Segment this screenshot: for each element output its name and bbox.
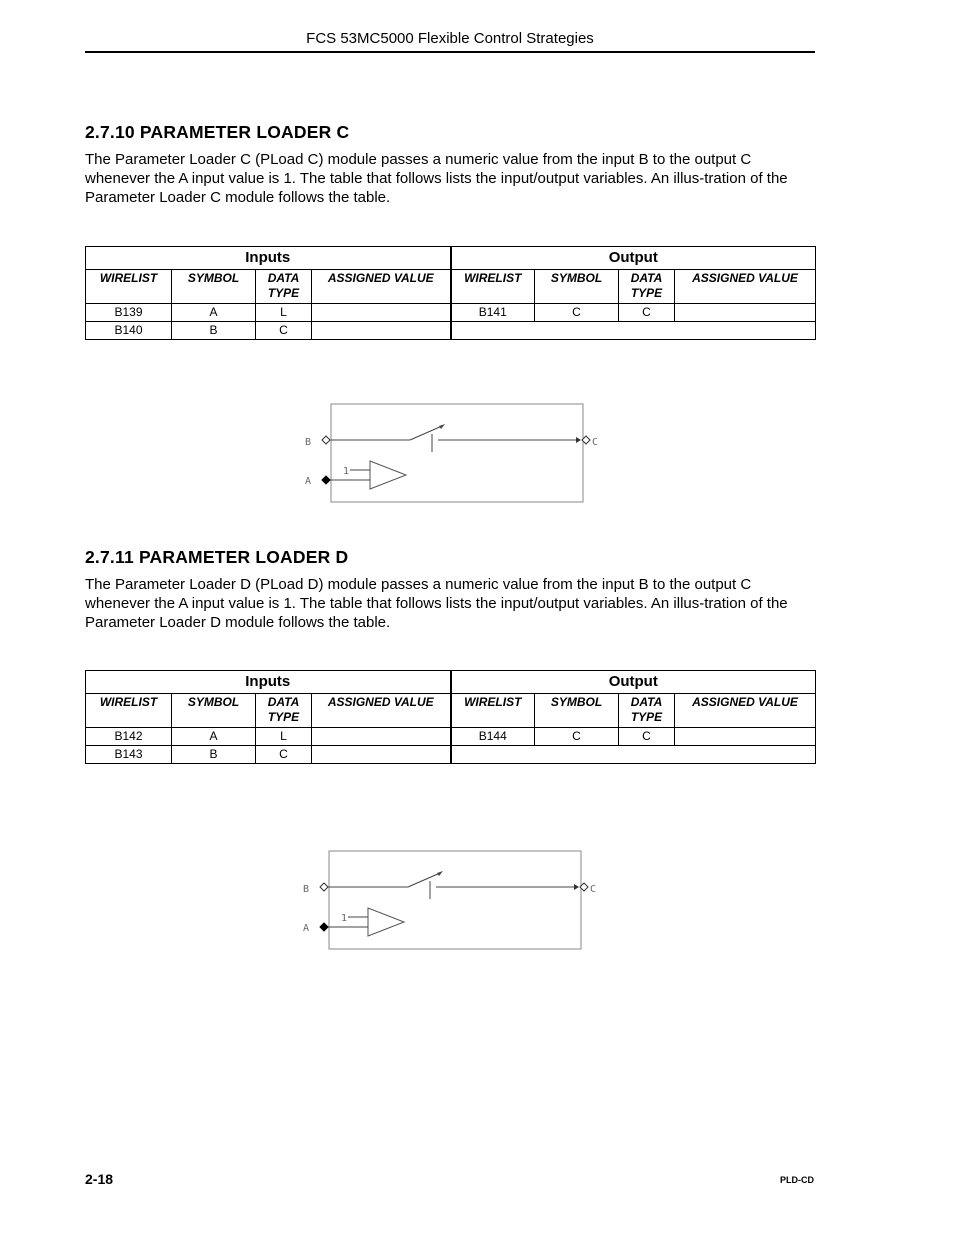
table-cell: B139: [86, 304, 172, 322]
column-header: SYMBOL: [172, 694, 256, 728]
table-cell-empty: [451, 746, 816, 764]
table-row: [86, 304, 816, 322]
inputs-group-header: Inputs: [86, 671, 451, 694]
table-cell: [312, 304, 451, 322]
table-cell: L: [256, 304, 312, 322]
output-arrow: [576, 437, 581, 443]
table-cell: C: [256, 746, 312, 764]
table-cell: B: [172, 746, 256, 764]
table-cell: [312, 728, 451, 746]
io-table-c: [85, 246, 816, 340]
table-cell: L: [256, 728, 312, 746]
column-header: DATA TYPE: [619, 270, 675, 304]
switch-arrow: [439, 424, 445, 429]
pload-d-diagram: [298, 847, 608, 953]
input-b-label: B: [303, 884, 310, 895]
table-cell: C: [535, 728, 619, 746]
header-rule: [85, 51, 815, 53]
comparator-triangle: [368, 908, 404, 936]
column-header: ASSIGNED VALUE: [312, 270, 451, 304]
input-a-port: [322, 476, 330, 484]
column-header: SYMBOL: [535, 270, 619, 304]
constant-one-label: 1: [341, 913, 348, 924]
input-a-label: A: [305, 476, 312, 487]
column-header: DATA TYPE: [619, 694, 675, 728]
table-row: [86, 746, 816, 764]
column-header: WIRELIST: [86, 694, 172, 728]
table-cell: A: [172, 728, 256, 746]
output-arrow: [574, 884, 579, 890]
table-cell: [675, 304, 816, 322]
document-code: PLD-CD: [780, 1175, 814, 1185]
table-cell: C: [535, 304, 619, 322]
table-cell: C: [619, 728, 675, 746]
table-cell: B142: [86, 728, 172, 746]
column-header: SYMBOL: [172, 270, 256, 304]
inputs-group-header: Inputs: [86, 247, 451, 270]
constant-one-label: 1: [343, 466, 350, 477]
input-b-port: [320, 883, 328, 891]
column-header: WIRELIST: [451, 270, 535, 304]
input-b-label: B: [305, 437, 312, 448]
section-paragraph-c: The Parameter Loader C (PLoad C) module passes a numeric value from the input B to the output C whenever the A input value is 1. The table that follows lists the input/output variables. An illus-tration of the Parameter Loader C module follows the table.: [85, 151, 788, 206]
table-cell: B141: [451, 304, 535, 322]
table-row: [86, 322, 816, 340]
table-row: [86, 728, 816, 746]
comparator-triangle: [370, 461, 406, 489]
table-cell: A: [172, 304, 256, 322]
output-c-label: C: [590, 884, 597, 895]
table-cell: B: [172, 322, 256, 340]
table-cell: B143: [86, 746, 172, 764]
input-b-port: [322, 436, 330, 444]
table-cell: B140: [86, 322, 172, 340]
module-box: [331, 404, 583, 502]
table-cell: C: [256, 322, 312, 340]
page-number: 2-18: [85, 1171, 114, 1187]
switch-blade: [410, 426, 442, 440]
column-header: ASSIGNED VALUE: [312, 694, 451, 728]
column-header: SYMBOL: [535, 694, 619, 728]
column-header: DATA TYPE: [256, 270, 312, 304]
switch-arrow: [437, 871, 443, 876]
output-group-header: Output: [451, 671, 816, 694]
table-cell: B144: [451, 728, 535, 746]
column-header: DATA TYPE: [256, 694, 312, 728]
table-cell: [312, 746, 451, 764]
switch-blade: [408, 873, 440, 887]
column-header: WIRELIST: [86, 270, 172, 304]
table-cell: [675, 728, 816, 746]
module-box: [329, 851, 581, 949]
section-paragraph-d: The Parameter Loader D (PLoad D) module passes a numeric value from the input B to the output C whenever the A input value is 1. The table that follows lists the input/output variables. An illus-tration of the Parameter Loader D module follows the table.: [85, 576, 788, 631]
section-heading-d: 2.7.11 PARAMETER LOADER D: [85, 547, 349, 567]
input-a-label: A: [303, 923, 310, 934]
table-cell: [312, 322, 451, 340]
input-a-port: [320, 923, 328, 931]
column-header: WIRELIST: [451, 694, 535, 728]
output-group-header: Output: [451, 247, 816, 270]
pload-c-diagram: [300, 400, 610, 506]
table-cell: C: [619, 304, 675, 322]
io-table-d: [85, 670, 816, 764]
table-cell-empty: [451, 322, 816, 340]
column-header: ASSIGNED VALUE: [675, 694, 816, 728]
column-header: ASSIGNED VALUE: [675, 270, 816, 304]
running-header: FCS 53MC5000 Flexible Control Strategies: [306, 30, 594, 47]
output-c-label: C: [592, 437, 599, 448]
section-heading-c: 2.7.10 PARAMETER LOADER C: [85, 122, 350, 142]
